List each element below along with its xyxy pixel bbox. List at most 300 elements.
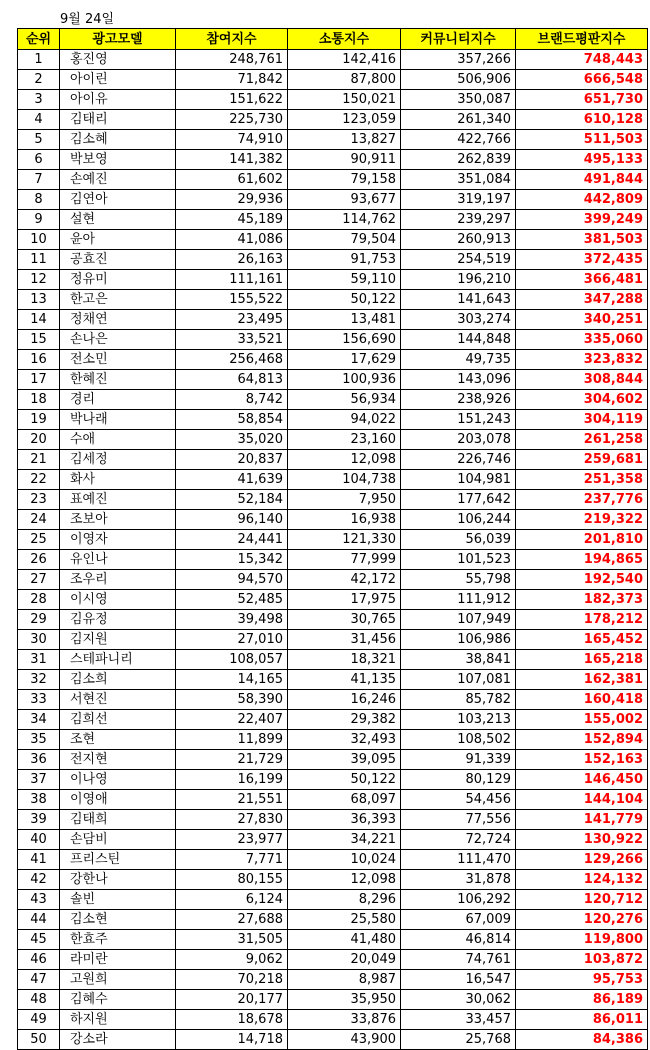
- model-name-cell: 손담비: [60, 830, 176, 850]
- header-rank: 순위: [18, 29, 60, 50]
- communication-cell: 104,738: [288, 470, 401, 490]
- community-cell: 106,986: [401, 630, 516, 650]
- table-row: [18, 850, 648, 870]
- rank-cell: 14: [18, 310, 60, 330]
- brand-reputation-cell: 237,776: [516, 490, 648, 510]
- communication-cell: 90,911: [288, 150, 401, 170]
- brand-reputation-cell: 666,548: [516, 70, 648, 90]
- communication-cell: 16,246: [288, 690, 401, 710]
- model-name-cell: 수애: [60, 430, 176, 450]
- table-row: [18, 970, 648, 990]
- community-cell: 303,274: [401, 310, 516, 330]
- table-row: [18, 250, 648, 270]
- brand-reputation-cell: 129,266: [516, 850, 648, 870]
- model-name-cell: 솔빈: [60, 890, 176, 910]
- header-brand-reputation: 브랜드평판지수: [516, 29, 648, 50]
- communication-cell: 68,097: [288, 790, 401, 810]
- participation-cell: 225,730: [176, 110, 288, 130]
- rank-cell: 22: [18, 470, 60, 490]
- communication-cell: 79,504: [288, 230, 401, 250]
- brand-reputation-cell: 259,681: [516, 450, 648, 470]
- communication-cell: 42,172: [288, 570, 401, 590]
- communication-cell: 93,677: [288, 190, 401, 210]
- table-row: [18, 270, 648, 290]
- model-name-cell: 이영애: [60, 790, 176, 810]
- brand-reputation-cell: 182,373: [516, 590, 648, 610]
- participation-cell: 21,729: [176, 750, 288, 770]
- model-name-cell: 서현진: [60, 690, 176, 710]
- date-label: 9월 24일: [60, 12, 115, 27]
- communication-cell: 7,950: [288, 490, 401, 510]
- communication-cell: 18,321: [288, 650, 401, 670]
- communication-cell: 123,059: [288, 110, 401, 130]
- rank-cell: 27: [18, 570, 60, 590]
- brand-reputation-cell: 178,212: [516, 610, 648, 630]
- model-name-cell: 김태희: [60, 810, 176, 830]
- participation-cell: 14,165: [176, 670, 288, 690]
- community-cell: 33,457: [401, 1010, 516, 1030]
- participation-cell: 9,062: [176, 950, 288, 970]
- rank-cell: 8: [18, 190, 60, 210]
- community-cell: 103,213: [401, 710, 516, 730]
- model-name-cell: 경리: [60, 390, 176, 410]
- brand-reputation-cell: 119,800: [516, 930, 648, 950]
- community-cell: 46,814: [401, 930, 516, 950]
- rank-cell: 15: [18, 330, 60, 350]
- communication-cell: 23,160: [288, 430, 401, 450]
- participation-cell: 15,342: [176, 550, 288, 570]
- communication-cell: 56,934: [288, 390, 401, 410]
- participation-cell: 256,468: [176, 350, 288, 370]
- model-name-cell: 조현: [60, 730, 176, 750]
- brand-reputation-cell: 160,418: [516, 690, 648, 710]
- brand-reputation-cell: 335,060: [516, 330, 648, 350]
- rank-cell: 23: [18, 490, 60, 510]
- community-cell: 67,009: [401, 910, 516, 930]
- brand-reputation-cell: 511,503: [516, 130, 648, 150]
- rank-cell: 10: [18, 230, 60, 250]
- participation-cell: 58,854: [176, 410, 288, 430]
- brand-reputation-cell: 261,258: [516, 430, 648, 450]
- community-cell: 77,556: [401, 810, 516, 830]
- brand-reputation-cell: 144,104: [516, 790, 648, 810]
- communication-cell: 29,382: [288, 710, 401, 730]
- brand-reputation-cell: 304,602: [516, 390, 648, 410]
- community-cell: 141,643: [401, 290, 516, 310]
- community-cell: 357,266: [401, 50, 516, 70]
- participation-cell: 52,485: [176, 590, 288, 610]
- rank-cell: 6: [18, 150, 60, 170]
- participation-cell: 7,771: [176, 850, 288, 870]
- model-name-cell: 공효진: [60, 250, 176, 270]
- model-name-cell: 유인나: [60, 550, 176, 570]
- model-name-cell: 손나은: [60, 330, 176, 350]
- brand-reputation-cell: 194,865: [516, 550, 648, 570]
- brand-reputation-cell: 165,452: [516, 630, 648, 650]
- participation-cell: 94,570: [176, 570, 288, 590]
- rank-cell: 24: [18, 510, 60, 530]
- rank-cell: 40: [18, 830, 60, 850]
- brand-reputation-cell: 120,276: [516, 910, 648, 930]
- participation-cell: 71,842: [176, 70, 288, 90]
- rank-cell: 36: [18, 750, 60, 770]
- community-cell: 107,081: [401, 670, 516, 690]
- communication-cell: 100,936: [288, 370, 401, 390]
- participation-cell: 58,390: [176, 690, 288, 710]
- table-row: [18, 190, 648, 210]
- brand-reputation-cell: 340,251: [516, 310, 648, 330]
- community-cell: 54,456: [401, 790, 516, 810]
- community-cell: 104,981: [401, 470, 516, 490]
- community-cell: 239,297: [401, 210, 516, 230]
- participation-cell: 27,688: [176, 910, 288, 930]
- brand-reputation-cell: 103,872: [516, 950, 648, 970]
- table-row: [18, 910, 648, 930]
- table-row: [18, 510, 648, 530]
- rank-cell: 50: [18, 1030, 60, 1050]
- communication-cell: 12,098: [288, 870, 401, 890]
- participation-cell: 23,977: [176, 830, 288, 850]
- community-cell: 111,912: [401, 590, 516, 610]
- table-row: [18, 590, 648, 610]
- header-row: [18, 29, 648, 50]
- rank-cell: 13: [18, 290, 60, 310]
- communication-cell: 36,393: [288, 810, 401, 830]
- community-cell: 74,761: [401, 950, 516, 970]
- participation-cell: 61,602: [176, 170, 288, 190]
- communication-cell: 87,800: [288, 70, 401, 90]
- communication-cell: 8,987: [288, 970, 401, 990]
- communication-cell: 25,580: [288, 910, 401, 930]
- table-row: [18, 750, 648, 770]
- participation-cell: 35,020: [176, 430, 288, 450]
- header-participation: 참여지수: [176, 29, 288, 50]
- participation-cell: 24,441: [176, 530, 288, 550]
- community-cell: 351,084: [401, 170, 516, 190]
- participation-cell: 64,813: [176, 370, 288, 390]
- brand-reputation-cell: 347,288: [516, 290, 648, 310]
- rank-cell: 32: [18, 670, 60, 690]
- brand-reputation-cell: 308,844: [516, 370, 648, 390]
- community-cell: 106,244: [401, 510, 516, 530]
- rank-cell: 3: [18, 90, 60, 110]
- table-row: [18, 130, 648, 150]
- table-row: [18, 830, 648, 850]
- brand-reputation-cell: 84,386: [516, 1030, 648, 1050]
- table-row: [18, 210, 648, 230]
- model-name-cell: 김희선: [60, 710, 176, 730]
- community-cell: 55,798: [401, 570, 516, 590]
- table-row: [18, 670, 648, 690]
- brand-reputation-cell: 152,894: [516, 730, 648, 750]
- rank-cell: 18: [18, 390, 60, 410]
- participation-cell: 20,177: [176, 990, 288, 1010]
- community-cell: 238,926: [401, 390, 516, 410]
- community-cell: 38,841: [401, 650, 516, 670]
- communication-cell: 10,024: [288, 850, 401, 870]
- table-row: [18, 430, 648, 450]
- table-row: [18, 870, 648, 890]
- model-name-cell: 홍진영: [60, 50, 176, 70]
- model-name-cell: 이시영: [60, 590, 176, 610]
- table-row: [18, 570, 648, 590]
- table-row: [18, 1030, 648, 1050]
- community-cell: 203,078: [401, 430, 516, 450]
- table-row: [18, 230, 648, 250]
- community-cell: 80,129: [401, 770, 516, 790]
- model-name-cell: 강한나: [60, 870, 176, 890]
- communication-cell: 32,493: [288, 730, 401, 750]
- rank-cell: 16: [18, 350, 60, 370]
- table-row: [18, 490, 648, 510]
- table-row: [18, 330, 648, 350]
- rank-cell: 29: [18, 610, 60, 630]
- brand-reputation-cell: 491,844: [516, 170, 648, 190]
- community-cell: 25,768: [401, 1030, 516, 1050]
- communication-cell: 8,296: [288, 890, 401, 910]
- community-cell: 30,062: [401, 990, 516, 1010]
- brand-reputation-cell: 124,132: [516, 870, 648, 890]
- participation-cell: 27,010: [176, 630, 288, 650]
- rank-cell: 28: [18, 590, 60, 610]
- community-cell: 56,039: [401, 530, 516, 550]
- communication-cell: 94,022: [288, 410, 401, 430]
- communication-cell: 30,765: [288, 610, 401, 630]
- table-row: [18, 310, 648, 330]
- table-row: [18, 110, 648, 130]
- communication-cell: 59,110: [288, 270, 401, 290]
- participation-cell: 22,407: [176, 710, 288, 730]
- brand-reputation-cell: 495,133: [516, 150, 648, 170]
- model-name-cell: 정유미: [60, 270, 176, 290]
- brand-reputation-cell: 610,128: [516, 110, 648, 130]
- participation-cell: 11,899: [176, 730, 288, 750]
- communication-cell: 17,629: [288, 350, 401, 370]
- rank-cell: 47: [18, 970, 60, 990]
- community-cell: 16,547: [401, 970, 516, 990]
- table-row: [18, 710, 648, 730]
- participation-cell: 27,830: [176, 810, 288, 830]
- rank-cell: 19: [18, 410, 60, 430]
- brand-reputation-cell: 86,011: [516, 1010, 648, 1030]
- brand-reputation-cell: 381,503: [516, 230, 648, 250]
- brand-reputation-cell: 651,730: [516, 90, 648, 110]
- community-cell: 262,839: [401, 150, 516, 170]
- model-name-cell: 김유정: [60, 610, 176, 630]
- table-row: [18, 290, 648, 310]
- participation-cell: 108,057: [176, 650, 288, 670]
- rank-cell: 43: [18, 890, 60, 910]
- table-row: [18, 70, 648, 90]
- communication-cell: 34,221: [288, 830, 401, 850]
- communication-cell: 33,876: [288, 1010, 401, 1030]
- communication-cell: 79,158: [288, 170, 401, 190]
- table-row: [18, 610, 648, 630]
- rank-cell: 7: [18, 170, 60, 190]
- participation-cell: 23,495: [176, 310, 288, 330]
- brand-reputation-cell: 366,481: [516, 270, 648, 290]
- model-name-cell: 조우리: [60, 570, 176, 590]
- model-name-cell: 김소혜: [60, 130, 176, 150]
- table-row: [18, 390, 648, 410]
- model-name-cell: 아이유: [60, 90, 176, 110]
- participation-cell: 52,184: [176, 490, 288, 510]
- community-cell: 72,724: [401, 830, 516, 850]
- model-name-cell: 이나영: [60, 770, 176, 790]
- model-name-cell: 정채연: [60, 310, 176, 330]
- community-cell: 91,339: [401, 750, 516, 770]
- brand-reputation-cell: 95,753: [516, 970, 648, 990]
- communication-cell: 121,330: [288, 530, 401, 550]
- communication-cell: 41,135: [288, 670, 401, 690]
- participation-cell: 6,124: [176, 890, 288, 910]
- rank-cell: 25: [18, 530, 60, 550]
- table-row: [18, 450, 648, 470]
- participation-cell: 8,742: [176, 390, 288, 410]
- model-name-cell: 프리스틴: [60, 850, 176, 870]
- rank-cell: 34: [18, 710, 60, 730]
- participation-cell: 41,639: [176, 470, 288, 490]
- brand-reputation-cell: 201,810: [516, 530, 648, 550]
- rank-cell: 2: [18, 70, 60, 90]
- rank-cell: 45: [18, 930, 60, 950]
- brand-reputation-table: [17, 28, 648, 1050]
- model-name-cell: 하지원: [60, 1010, 176, 1030]
- rank-cell: 30: [18, 630, 60, 650]
- participation-cell: 31,505: [176, 930, 288, 950]
- model-name-cell: 김세정: [60, 450, 176, 470]
- community-cell: 177,642: [401, 490, 516, 510]
- brand-reputation-cell: 155,002: [516, 710, 648, 730]
- model-name-cell: 설현: [60, 210, 176, 230]
- table-row: [18, 810, 648, 830]
- rank-cell: 31: [18, 650, 60, 670]
- table-row: [18, 370, 648, 390]
- rank-cell: 17: [18, 370, 60, 390]
- rank-cell: 49: [18, 1010, 60, 1030]
- participation-cell: 26,163: [176, 250, 288, 270]
- participation-cell: 111,161: [176, 270, 288, 290]
- model-name-cell: 손예진: [60, 170, 176, 190]
- rank-cell: 11: [18, 250, 60, 270]
- community-cell: 106,292: [401, 890, 516, 910]
- communication-cell: 114,762: [288, 210, 401, 230]
- table-row: [18, 770, 648, 790]
- community-cell: 260,913: [401, 230, 516, 250]
- brand-reputation-cell: 323,832: [516, 350, 648, 370]
- communication-cell: 16,938: [288, 510, 401, 530]
- communication-cell: 91,753: [288, 250, 401, 270]
- communication-cell: 50,122: [288, 290, 401, 310]
- participation-cell: 80,155: [176, 870, 288, 890]
- model-name-cell: 박나래: [60, 410, 176, 430]
- rank-cell: 9: [18, 210, 60, 230]
- rank-cell: 35: [18, 730, 60, 750]
- model-name-cell: 김태리: [60, 110, 176, 130]
- model-name-cell: 화사: [60, 470, 176, 490]
- model-name-cell: 아이린: [60, 70, 176, 90]
- table-body: [18, 50, 648, 1050]
- rank-cell: 44: [18, 910, 60, 930]
- participation-cell: 20,837: [176, 450, 288, 470]
- brand-reputation-cell: 146,450: [516, 770, 648, 790]
- model-name-cell: 김혜수: [60, 990, 176, 1010]
- community-cell: 107,949: [401, 610, 516, 630]
- brand-reputation-cell: 162,381: [516, 670, 648, 690]
- table-row: [18, 930, 648, 950]
- brand-reputation-cell: 86,189: [516, 990, 648, 1010]
- rank-cell: 38: [18, 790, 60, 810]
- community-cell: 261,340: [401, 110, 516, 130]
- table-row: [18, 730, 648, 750]
- rank-cell: 39: [18, 810, 60, 830]
- brand-reputation-cell: 399,249: [516, 210, 648, 230]
- table-row: [18, 410, 648, 430]
- model-name-cell: 김소희: [60, 670, 176, 690]
- model-name-cell: 강소라: [60, 1030, 176, 1050]
- community-cell: 196,210: [401, 270, 516, 290]
- community-cell: 506,906: [401, 70, 516, 90]
- rank-cell: 4: [18, 110, 60, 130]
- model-name-cell: 이영자: [60, 530, 176, 550]
- communication-cell: 35,950: [288, 990, 401, 1010]
- rank-cell: 48: [18, 990, 60, 1010]
- table-row: [18, 470, 648, 490]
- brand-reputation-cell: 130,922: [516, 830, 648, 850]
- brand-reputation-cell: 165,218: [516, 650, 648, 670]
- communication-cell: 41,480: [288, 930, 401, 950]
- model-name-cell: 라미란: [60, 950, 176, 970]
- communication-cell: 20,049: [288, 950, 401, 970]
- table-row: [18, 690, 648, 710]
- model-name-cell: 조보아: [60, 510, 176, 530]
- community-cell: 31,878: [401, 870, 516, 890]
- brand-reputation-cell: 251,358: [516, 470, 648, 490]
- communication-cell: 13,827: [288, 130, 401, 150]
- participation-cell: 18,678: [176, 1010, 288, 1030]
- brand-reputation-cell: 372,435: [516, 250, 648, 270]
- community-cell: 85,782: [401, 690, 516, 710]
- rank-cell: 42: [18, 870, 60, 890]
- rank-cell: 41: [18, 850, 60, 870]
- table-row: [18, 890, 648, 910]
- model-name-cell: 한효주: [60, 930, 176, 950]
- community-cell: 422,766: [401, 130, 516, 150]
- table-row: [18, 90, 648, 110]
- table-row: [18, 170, 648, 190]
- participation-cell: 41,086: [176, 230, 288, 250]
- model-name-cell: 전소민: [60, 350, 176, 370]
- table-row: [18, 790, 648, 810]
- table-row: [18, 630, 648, 650]
- rank-cell: 20: [18, 430, 60, 450]
- community-cell: 319,197: [401, 190, 516, 210]
- table-row: [18, 650, 648, 670]
- participation-cell: 14,718: [176, 1030, 288, 1050]
- community-cell: 151,243: [401, 410, 516, 430]
- table-row: [18, 50, 648, 70]
- rank-cell: 46: [18, 950, 60, 970]
- communication-cell: 39,095: [288, 750, 401, 770]
- model-name-cell: 고원희: [60, 970, 176, 990]
- table-row: [18, 530, 648, 550]
- model-name-cell: 김지원: [60, 630, 176, 650]
- brand-reputation-cell: 120,712: [516, 890, 648, 910]
- participation-cell: 16,199: [176, 770, 288, 790]
- brand-reputation-cell: 192,540: [516, 570, 648, 590]
- rank-cell: 5: [18, 130, 60, 150]
- participation-cell: 29,936: [176, 190, 288, 210]
